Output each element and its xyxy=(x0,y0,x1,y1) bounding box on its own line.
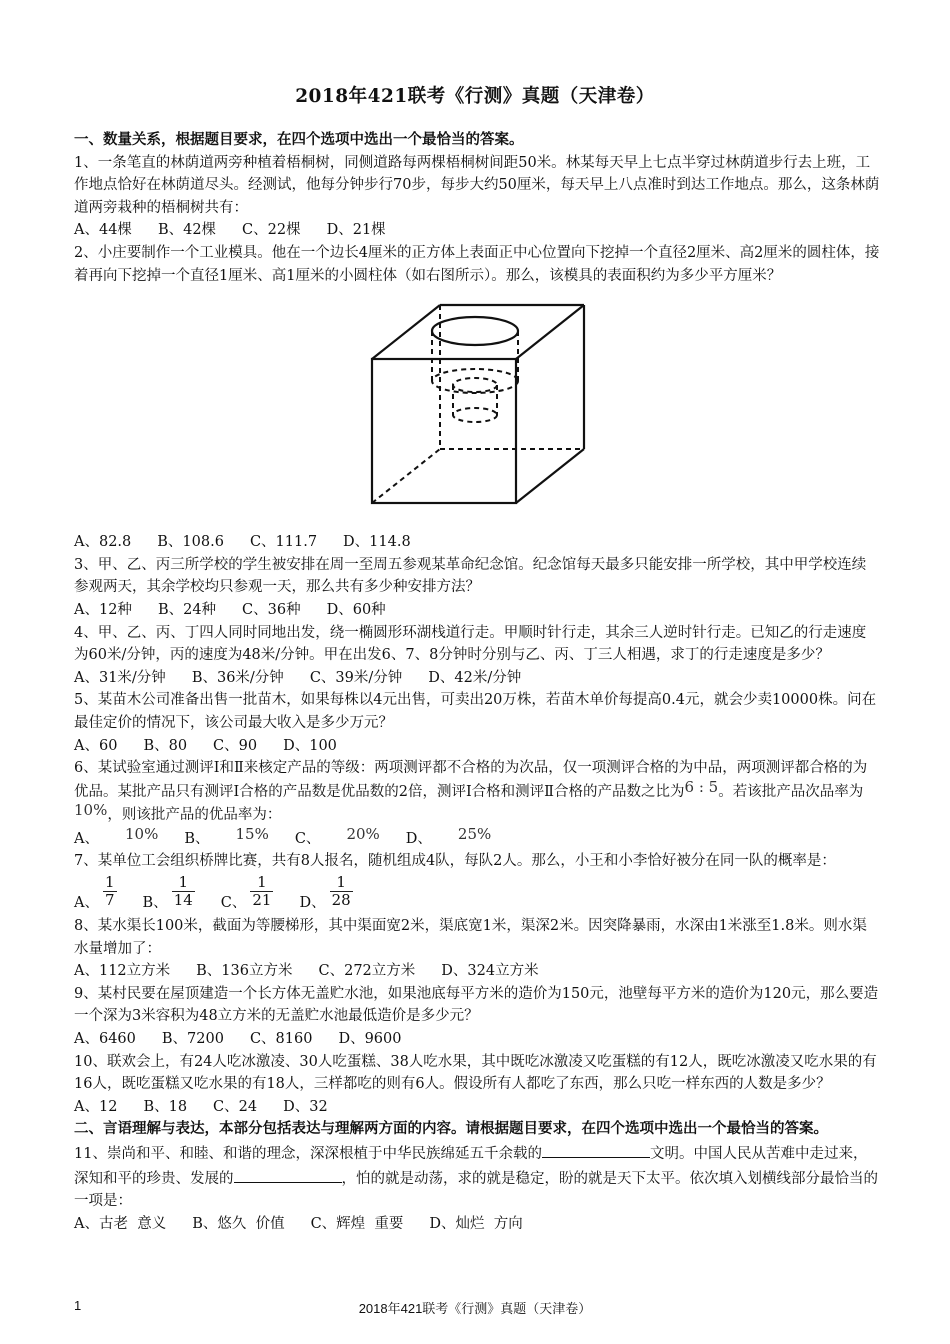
answer-options xyxy=(74,873,880,915)
option-c: C、22棵 xyxy=(242,222,301,239)
denominator: 7 xyxy=(104,891,115,910)
footer-title: 2018年421联考《行测》真题（天津卷） xyxy=(358,1301,592,1316)
denominator: 21 xyxy=(252,891,272,910)
option-letter: D、 xyxy=(299,895,326,912)
option-value: 15% xyxy=(235,824,269,843)
fraction xyxy=(330,874,353,909)
option-d: D、60种 xyxy=(326,601,386,618)
page-content xyxy=(74,129,880,1235)
answer-options xyxy=(74,960,880,983)
fraction xyxy=(103,874,117,909)
option-a: A、44棵 xyxy=(74,222,132,239)
option-d xyxy=(299,873,352,915)
question-text-part: 文明。中国人民从苦难中走过来，深知和平的珍贵、发展的 xyxy=(74,1146,868,1187)
option-c: C、272立方米 xyxy=(318,963,416,980)
option-d: D、32 xyxy=(283,1098,328,1115)
option-value: 25% xyxy=(457,824,492,843)
option-c: C、36种 xyxy=(242,601,301,618)
answer-options xyxy=(74,735,880,758)
question-text-part: ，怕的就是动荡，求的就是稳定，盼的就是天下太平。依次填入划横线部分最恰当的一项是： xyxy=(74,1170,878,1210)
ratio-formula: 6 : 5 xyxy=(684,777,719,796)
option-b: B、24种 xyxy=(157,601,217,618)
option-b: B、42棵 xyxy=(157,222,217,239)
option-letter: B、 xyxy=(184,830,210,847)
option-b: B、80 xyxy=(143,737,188,754)
option-d: D、灿烂 方向 xyxy=(429,1215,523,1232)
option-letter: C、 xyxy=(220,895,247,912)
question-text-part: ，则该批产品的优品率为： xyxy=(107,807,282,824)
answer-options xyxy=(74,599,880,622)
answer-options xyxy=(74,667,880,690)
option-a: A、6460 xyxy=(74,1031,136,1048)
option-c: C、24 xyxy=(213,1098,258,1115)
question-11 xyxy=(74,1141,880,1235)
question-text: 3、甲、乙、丙三所学校的学生被安排在周一至周五参观某革命纪念馆。纪念馆每天最多只能安排一所学校，其中甲学校连续参观两天，其余学校均只参观一天，那么共有多少种安排方法？ xyxy=(74,556,867,596)
option-c xyxy=(294,824,380,851)
numerator: 1 xyxy=(257,873,267,892)
option-d: D、21棵 xyxy=(326,222,386,239)
question-10 xyxy=(74,1051,880,1119)
option-b: B、108.6 xyxy=(157,534,224,551)
question-text: 8、某水渠长100米，截面为等腰梯形，其中渠面宽2米，渠底宽1米，渠深2米。因突降暴雨，水深由1米涨至1.8米。则水渠水量增加了： xyxy=(74,918,867,957)
option-letter: C、 xyxy=(294,830,321,847)
option-d: D、42米/分钟 xyxy=(428,669,522,686)
question-text: 10、联欢会上，有24人吃冰激凌、30人吃蛋糕、38人吃水果，其中既吃冰激凌又吃蛋糕的有12人，既吃冰激凌又吃水果的有16人，既吃蛋糕又吃水果的有18人，三样都吃的则有6人。假设所有人都吃了东西，那么只吃一样东西的人数是多少？ xyxy=(74,1053,877,1093)
answer-options xyxy=(74,1096,880,1119)
option-a xyxy=(74,873,117,915)
question-4 xyxy=(74,622,880,690)
question-8 xyxy=(74,915,880,983)
option-c xyxy=(220,873,274,915)
question-text: 7、某单位工会组织桥牌比赛，共有8人报名，随机组成4队，每队2人。那么，小王和小李恰好被分在同一队的概率是： xyxy=(74,853,836,870)
option-value: 10% xyxy=(124,824,159,843)
question-text: 9、某村民要在屋顶建造一个长方体无盖贮水池，如果池底每平方米的造价为150元，池壁每平方米的造价为120元，那么要造一个深为3米容积为48立方米的无盖贮水池最低造价是多少元？ xyxy=(74,985,879,1025)
option-d: D、114.8 xyxy=(343,534,411,551)
option-value: 20% xyxy=(346,824,380,843)
answer-options xyxy=(74,1213,880,1236)
option-a: A、12种 xyxy=(74,601,132,618)
option-c: C、90 xyxy=(213,737,258,754)
question-2 xyxy=(74,242,880,554)
page-title: 2018年421联考《行测》真题（天津卷） xyxy=(295,86,655,107)
option-c: C、111.7 xyxy=(249,534,318,551)
option-a: A、古老 意义 xyxy=(74,1215,167,1232)
question-text: 1、一条笔直的林荫道两旁种植着梧桐树，同侧道路每两棵梧桐树间距50米。林某每天早上七点半穿过林荫道步行去上班，工作地点恰好在林荫道尽头。经测试，他每分钟步行70步，每步大约50厘米，每天早上八点准时到达工作地点。那么，这条林荫道两旁栽种的梧桐树共有： xyxy=(74,154,880,216)
numerator: 1 xyxy=(336,873,346,892)
option-b: B、悠久 价值 xyxy=(192,1215,285,1232)
question-text-part: 11、崇尚和平、和睦、和谐的理念，深深根植于中华民族绵延五千余载的 xyxy=(74,1146,542,1162)
numerator: 1 xyxy=(104,873,115,892)
option-c: C、辉煌 重要 xyxy=(310,1215,404,1232)
option-a xyxy=(74,824,159,851)
section-heading-2: 二、言语理解与表达，本部分包括表达与理解两方面的内容。请根据题目要求，在四个选项中选出一个最恰当的答案。 xyxy=(74,1120,828,1138)
question-3 xyxy=(74,554,880,622)
page-number: 1 xyxy=(74,1298,82,1313)
option-d xyxy=(405,824,492,851)
mold-figure xyxy=(74,299,880,521)
option-letter: B、 xyxy=(142,895,168,912)
fraction xyxy=(172,874,195,909)
question-6 xyxy=(74,757,880,850)
answer-options xyxy=(74,1028,880,1051)
option-b xyxy=(142,873,195,915)
question-7 xyxy=(74,850,880,915)
option-c: C、8160 xyxy=(249,1031,313,1048)
option-a: A、31米/分钟 xyxy=(74,669,166,686)
numerator: 1 xyxy=(178,873,188,892)
option-b: B、7200 xyxy=(161,1031,224,1048)
option-letter: D、 xyxy=(405,830,432,847)
fraction xyxy=(250,874,273,909)
option-b: B、18 xyxy=(143,1098,188,1115)
option-d: D、324立方米 xyxy=(441,963,539,980)
question-text xyxy=(74,757,880,827)
option-d: D、9600 xyxy=(338,1031,402,1048)
option-a: A、12 xyxy=(74,1098,118,1115)
question-1 xyxy=(74,152,880,242)
option-a: A、60 xyxy=(74,737,118,754)
section-heading-1: 一、数量关系，根据题目要求，在四个选项中选出一个最恰当的答案。 xyxy=(74,131,524,148)
option-b xyxy=(184,824,269,851)
question-5 xyxy=(74,689,880,757)
question-text xyxy=(74,1141,880,1213)
option-letter: A、 xyxy=(74,830,99,847)
option-c: C、39米/分钟 xyxy=(309,669,403,686)
question-9 xyxy=(74,983,880,1051)
cube-with-cylinder-diagram xyxy=(366,299,596,521)
answer-options xyxy=(74,219,880,242)
question-text-part: 6、某试验室通过测评Ⅰ和Ⅱ来核定产品的等级：两项测评都不合格的为次品，仅一项测评合格的为中品，两项测评都合格的为优品。某批产品只有测评Ⅰ合格的产品数是优品数的2倍，测评Ⅰ合格和测评Ⅱ合格的产品数之比为 xyxy=(74,760,868,800)
fill-blank-1 xyxy=(542,1141,650,1158)
question-text: 4、甲、乙、丙、丁四人同时同地出发，绕一椭圆形环湖栈道行走。甲顺时针行走，其余三人逆时针行走。已知乙的行走速度为60米/分钟，丙的速度为48米/分钟。甲在出发6、7、8分钟时分别与乙、丙、丁三人相遇，求丁的行走速度是多少？ xyxy=(74,624,867,664)
fill-blank-2 xyxy=(234,1166,342,1183)
option-b: B、36米/分钟 xyxy=(191,669,284,686)
answer-options xyxy=(74,824,880,851)
option-b: B、136立方米 xyxy=(196,963,293,980)
answer-options xyxy=(74,531,880,554)
option-d: D、100 xyxy=(283,737,337,754)
denominator: 14 xyxy=(173,891,193,910)
denominator: 28 xyxy=(331,891,351,910)
defect-rate-formula: 10% xyxy=(74,801,108,820)
option-a: A、82.8 xyxy=(74,534,132,551)
question-text-part: 。若该批产品次品率为 xyxy=(718,783,864,800)
option-a: A、112立方米 xyxy=(74,963,171,980)
question-text: 2、小庄要制作一个工业模具。他在一个边长4厘米的正方体上表面正中心位置向下挖掉一个直径2厘米、高2厘米的圆柱体，接着再向下挖掉一个直径1厘米、高1厘米的小圆柱体（如右图所示）。那么，该模具的表面积约为多少平方厘米？ xyxy=(74,244,880,284)
option-letter: A、 xyxy=(74,895,99,912)
question-text: 5、某苗木公司准备出售一批苗木，如果每株以4元出售，可卖出20万株，若苗木单价每提高0.4元，就会少卖10000株。问在最佳定价的情况下，该公司最大收入是多少万元？ xyxy=(74,692,877,731)
